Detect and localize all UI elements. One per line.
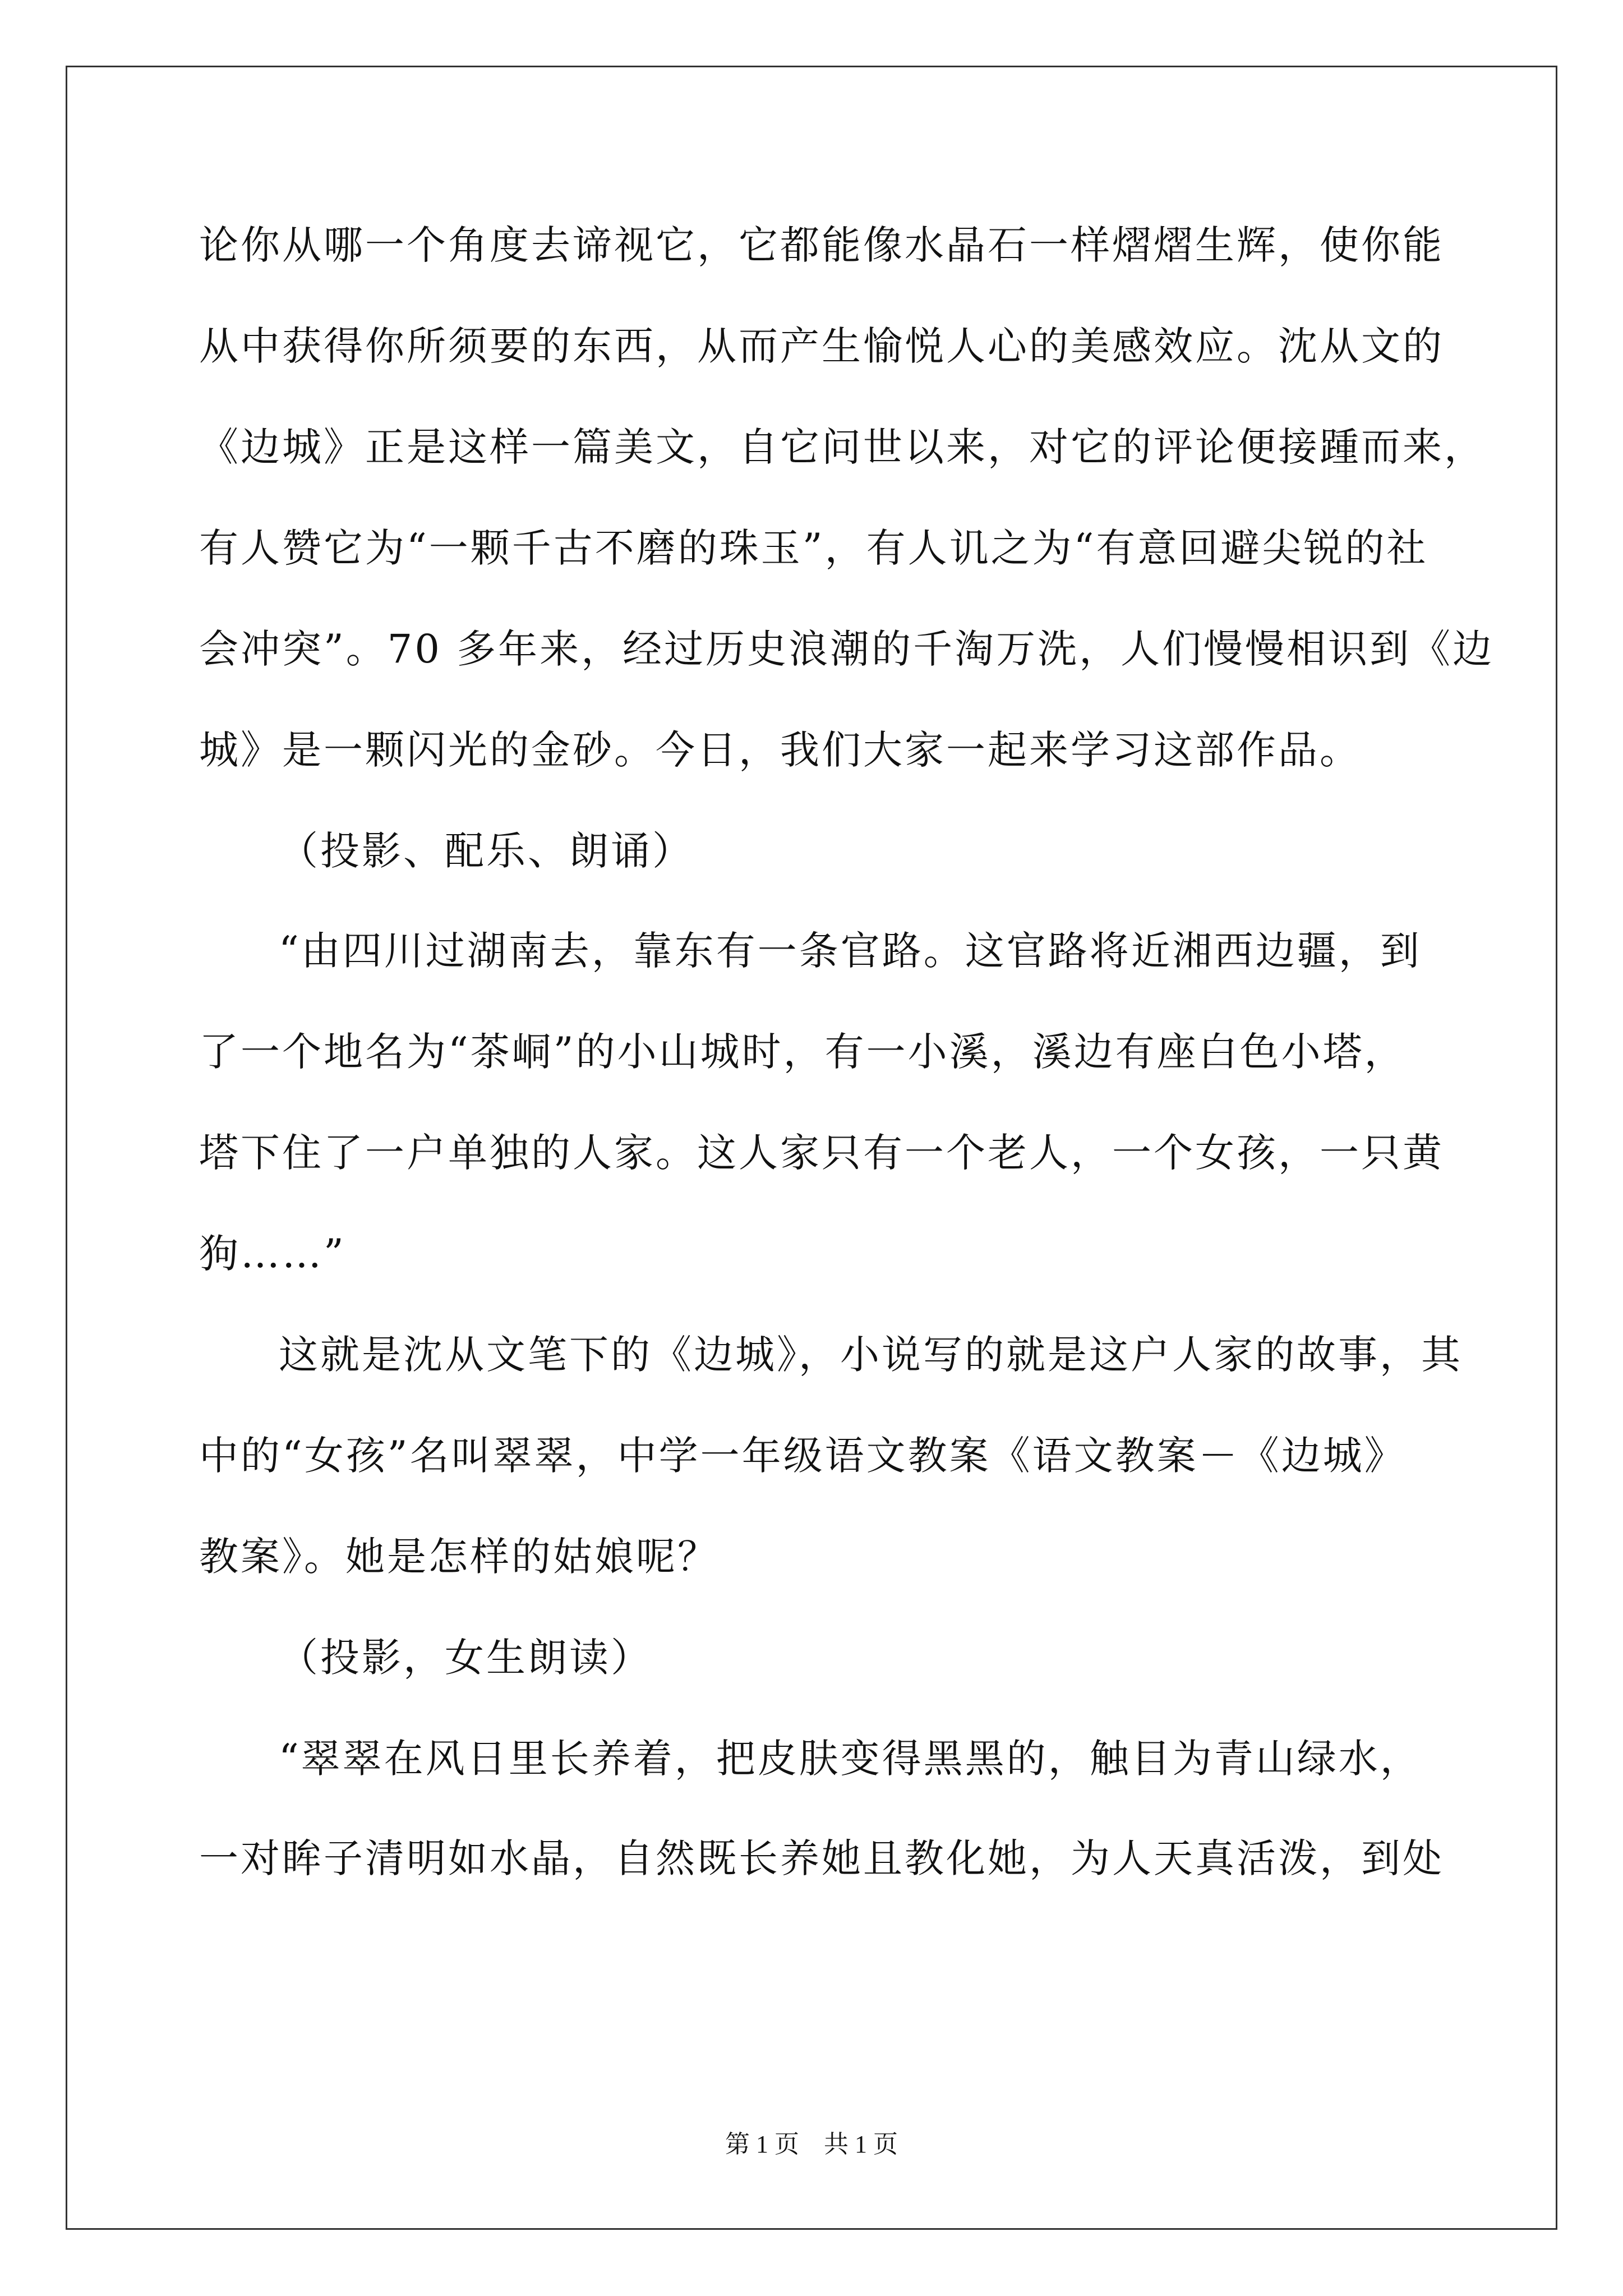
- text-line: （投影，女生朗读）: [279, 1635, 652, 1681]
- text-line: 一对眸子清明如水晶，自然既长养她且教化她，为人天真活泼，到处: [199, 1835, 1444, 1881]
- text-line: “翠翠在风日里长养着，把皮肤变得黑黑的，触目为青山绿水，: [279, 1736, 1422, 1782]
- text-line: 教案》。她是怎样的姑娘呢？: [199, 1534, 719, 1580]
- text-line: 有人赞它为“一颗千古不磨的珠玉”，有人讥之为“有意回避尖锐的社: [199, 525, 1428, 571]
- page-footer: [0, 2129, 1623, 2160]
- text-line: 狗……”: [199, 1231, 346, 1277]
- text-line: “由四川过湖南去，靠东有一条官路。这官路将近湘西边疆，到: [279, 928, 1422, 974]
- text-line: 塔下住了一户单独的人家。这人家只有一个老人，一个女孩，一只黄: [199, 1130, 1444, 1176]
- text-line: 城》是一颗闪光的金砂。今日，我们大家一起来学习这部作品。: [199, 727, 1361, 773]
- text-line: 中的“女孩”名叫翠翠，中学一年级语文教案《语文教案－《边城》: [199, 1433, 1406, 1479]
- text-line: 这就是沈从文笔下的《边城》，小说写的就是这户人家的故事，其: [279, 1332, 1463, 1378]
- text-line: 会冲突”。70 多年来，经过历史浪潮的千淘万洗，人们慢慢相识到《边: [199, 626, 1495, 672]
- text-line: 《边城》正是这样一篇美文，自它问世以来，对它的评论便接踵而来，: [199, 424, 1486, 470]
- text-line: （投影、配乐、朗诵）: [279, 828, 694, 874]
- text-line: 论你从哪一个角度去谛视它，它都能像水晶石一样熠熠生辉，使你能: [199, 222, 1444, 268]
- page-number: 第 1 页 共 1 页: [725, 2131, 898, 2158]
- text-line: 从中获得你所须要的东西，从而产生愉悦人心的美感效应。沈从文的: [199, 323, 1444, 369]
- text-line: 了一个地名为“茶峒”的小山城时，有一小溪，溪边有座白色小塔，: [199, 1029, 1406, 1075]
